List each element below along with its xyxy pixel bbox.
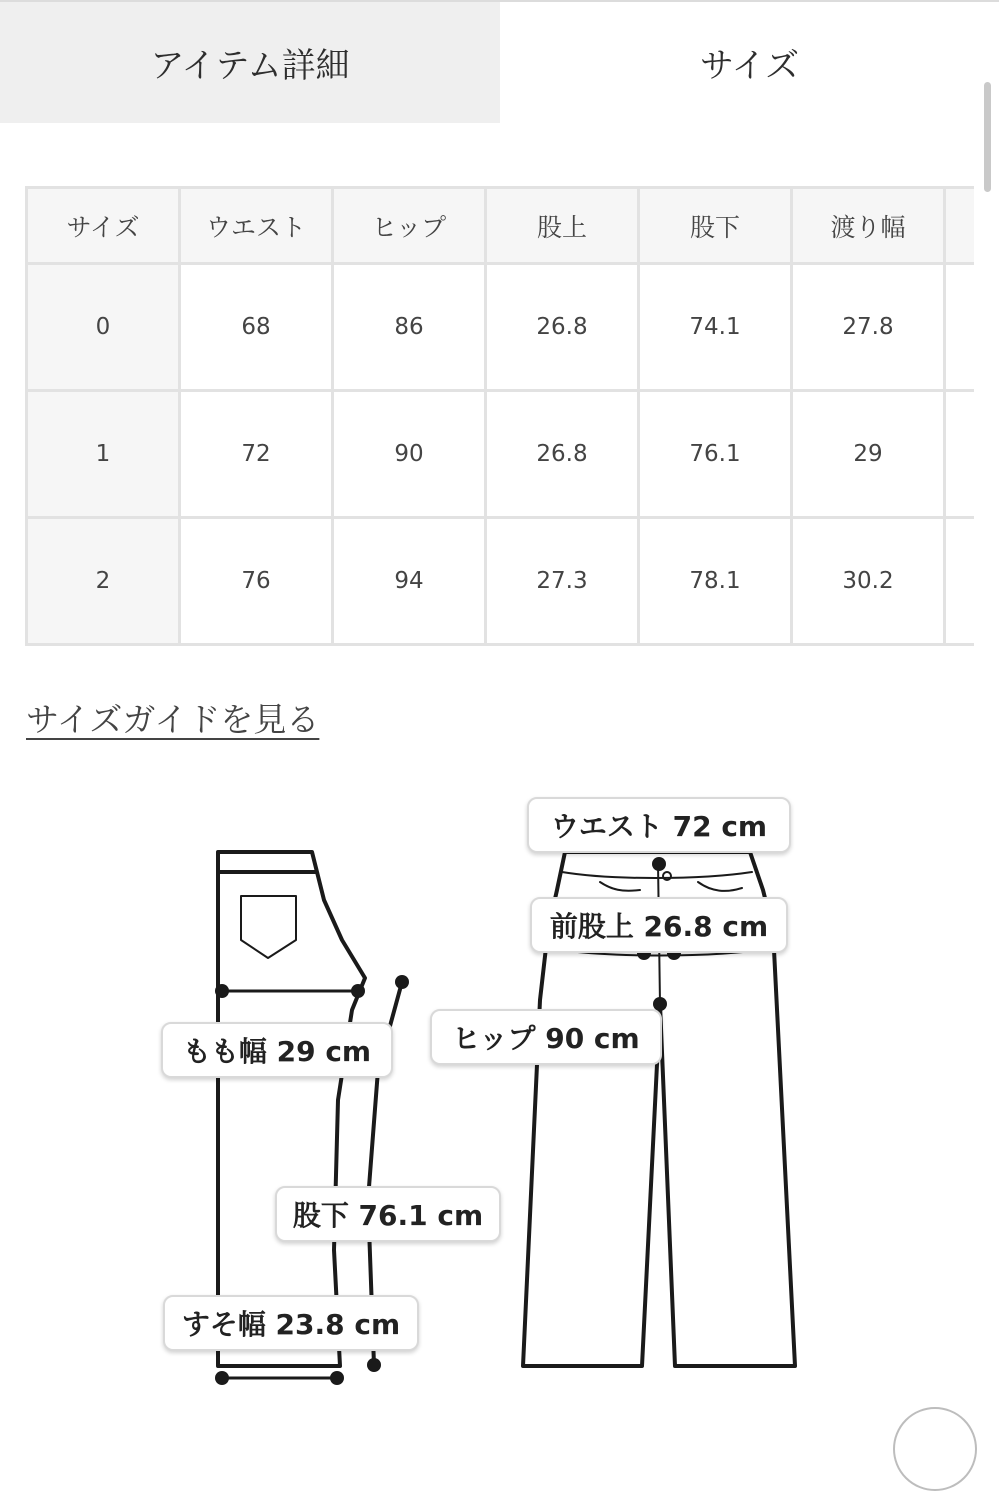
table-cell: 27.8 [792, 264, 945, 391]
table-cell: 78.1 [639, 518, 792, 645]
table-cell [945, 264, 975, 391]
cell-size: 2 [27, 518, 180, 645]
table-cell: 26.8 [486, 391, 639, 518]
hem-width-label: すそ幅 23.8 cm [163, 1295, 419, 1351]
cell-size: 0 [27, 264, 180, 391]
header-hip: ヒップ [333, 188, 486, 264]
waist-label: ウエスト 72 cm [527, 797, 791, 853]
table-cell: 30.2 [792, 518, 945, 645]
table-cell: 76.1 [639, 391, 792, 518]
table-cell: 29 [792, 391, 945, 518]
inseam-label: 股下 76.1 cm [275, 1186, 501, 1242]
cell-size: 1 [27, 391, 180, 518]
table-row [27, 264, 975, 391]
thigh-width-label: もも幅 29 cm [161, 1022, 393, 1078]
scrollbar-thumb[interactable] [984, 82, 991, 192]
table-cell: 76 [180, 518, 333, 645]
table-cell: 86 [333, 264, 486, 391]
header-extra [945, 188, 975, 264]
tab-bar [0, 2, 999, 123]
table-row [27, 391, 975, 518]
tab-size[interactable]: サイズ [500, 2, 999, 123]
table-cell: 90 [333, 391, 486, 518]
table-cell: 72 [180, 391, 333, 518]
pants-illustration [0, 780, 999, 1400]
header-thigh-width: 渡り幅 [792, 188, 945, 264]
table-cell: 68 [180, 264, 333, 391]
table-cell [945, 391, 975, 518]
header-inseam: 股下 [639, 188, 792, 264]
size-guide-link[interactable]: サイズガイドを見る [26, 700, 320, 739]
measurement-diagram [0, 780, 999, 1400]
table-cell: 74.1 [639, 264, 792, 391]
header-rise: 股上 [486, 188, 639, 264]
table-cell [945, 518, 975, 645]
header-size: サイズ [27, 188, 180, 264]
floating-action-button[interactable] [893, 1407, 977, 1491]
hip-label: ヒップ 90 cm [430, 1009, 662, 1065]
table-cell: 27.3 [486, 518, 639, 645]
table-header-row [27, 188, 975, 264]
size-table [25, 186, 974, 646]
table-row [27, 518, 975, 645]
front-rise-label: 前股上 26.8 cm [530, 897, 788, 953]
tab-item-details[interactable]: アイテム詳細 [0, 2, 500, 123]
header-waist: ウエスト [180, 188, 333, 264]
table-cell: 26.8 [486, 264, 639, 391]
size-table-container[interactable] [25, 186, 974, 646]
table-cell: 94 [333, 518, 486, 645]
